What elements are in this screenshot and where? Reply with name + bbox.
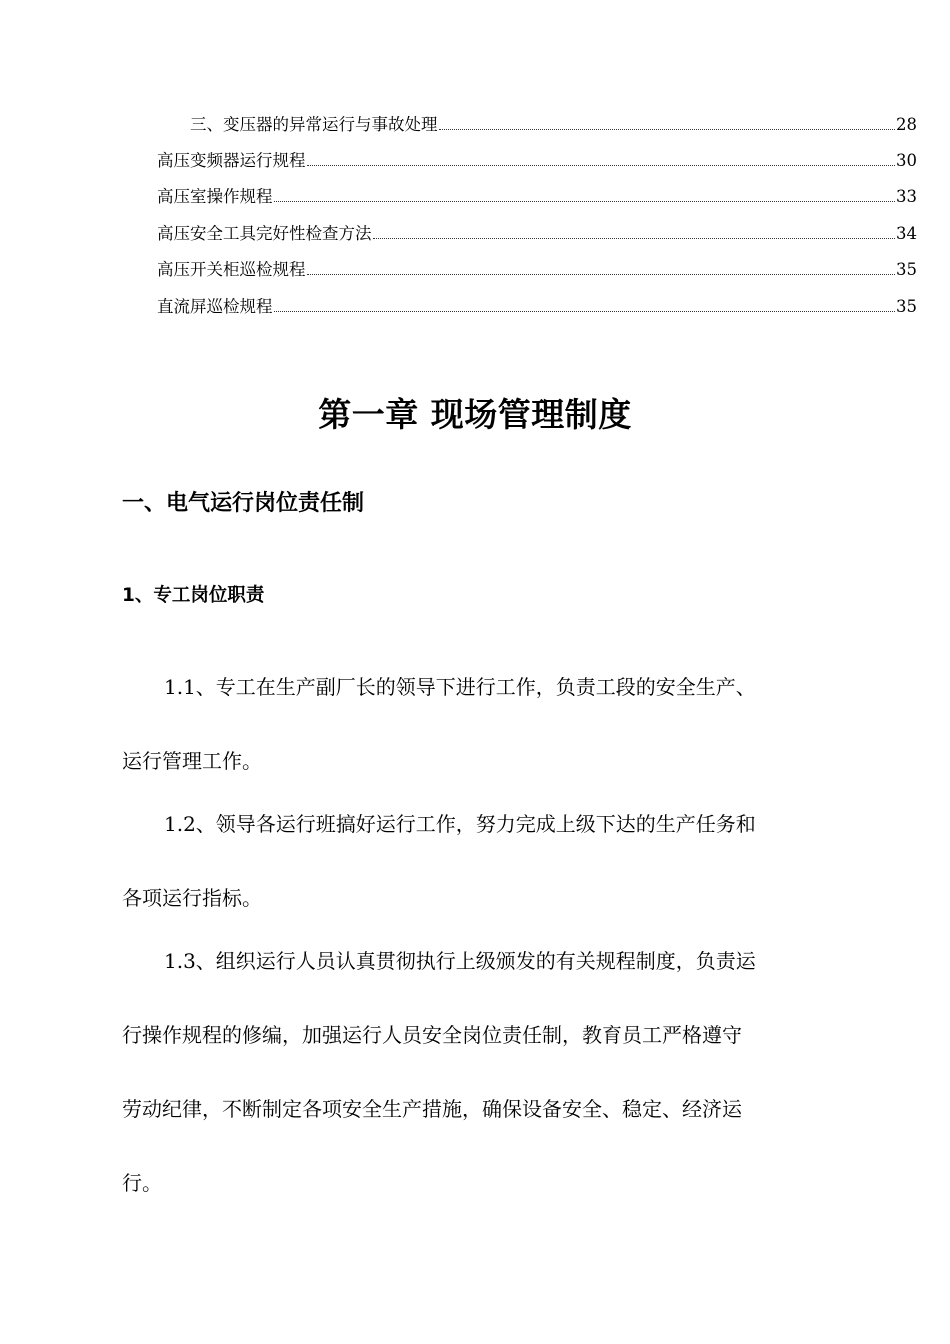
paragraph-line: 行。 bbox=[122, 1171, 162, 1195]
paragraph-line: 行操作规程的修编，加强运行人员安全岗位责任制，教育员工严格遵守 bbox=[122, 1023, 742, 1047]
toc-entry[interactable] bbox=[157, 149, 917, 173]
toc-entry-page: 34 bbox=[896, 224, 917, 243]
toc-entry-title: 高压开关柜巡检规程 bbox=[157, 260, 306, 279]
toc-entry[interactable] bbox=[157, 295, 917, 319]
paragraph-line: 1.2、领导各运行班搞好运行工作，努力完成上级下达的生产任务和 bbox=[164, 812, 756, 836]
paragraph-line: 1.3、组织运行人员认真贯彻执行上级颁发的有关规程制度，负责运 bbox=[164, 949, 756, 973]
paragraph-line: 劳动纪律，不断制定各项安全生产措施，确保设备安全、稳定、经济运 bbox=[122, 1097, 742, 1121]
toc-leader-dots bbox=[439, 128, 896, 130]
toc-leader-dots bbox=[373, 237, 896, 239]
chapter-title: 第一章 现场管理制度 bbox=[318, 395, 632, 434]
toc-entry-page: 33 bbox=[896, 187, 917, 206]
toc-entry-page: 28 bbox=[896, 115, 917, 134]
paragraph-line: 1.1、专工在生产副厂长的领导下进行工作，负责工段的安全生产、 bbox=[164, 675, 756, 699]
toc-entry-title: 高压变频器运行规程 bbox=[157, 151, 306, 170]
toc-entry-title: 直流屏巡检规程 bbox=[157, 297, 273, 316]
subsection-title: 1、专工岗位职责 bbox=[122, 585, 265, 606]
toc-entry[interactable] bbox=[190, 113, 917, 137]
toc-leader-dots bbox=[274, 200, 896, 202]
toc-leader-dots bbox=[307, 273, 896, 275]
toc-entry-page: 30 bbox=[896, 151, 917, 170]
paragraph-line: 运行管理工作。 bbox=[122, 749, 262, 773]
toc-entry-page: 35 bbox=[896, 260, 917, 279]
toc-entry[interactable] bbox=[157, 185, 917, 209]
toc-entry-title: 高压室操作规程 bbox=[157, 187, 273, 206]
toc-entry-page: 35 bbox=[896, 297, 917, 316]
toc-entry[interactable] bbox=[157, 258, 917, 282]
toc-leader-dots bbox=[307, 164, 896, 166]
section-title: 一、电气运行岗位责任制 bbox=[122, 491, 365, 516]
paragraph-line: 各项运行指标。 bbox=[122, 886, 262, 910]
toc-entry[interactable] bbox=[157, 222, 917, 246]
toc-entry-title: 三、变压器的异常运行与事故处理 bbox=[190, 115, 438, 134]
toc-entry-title: 高压安全工具完好性检查方法 bbox=[157, 224, 372, 243]
toc-leader-dots bbox=[274, 310, 896, 312]
